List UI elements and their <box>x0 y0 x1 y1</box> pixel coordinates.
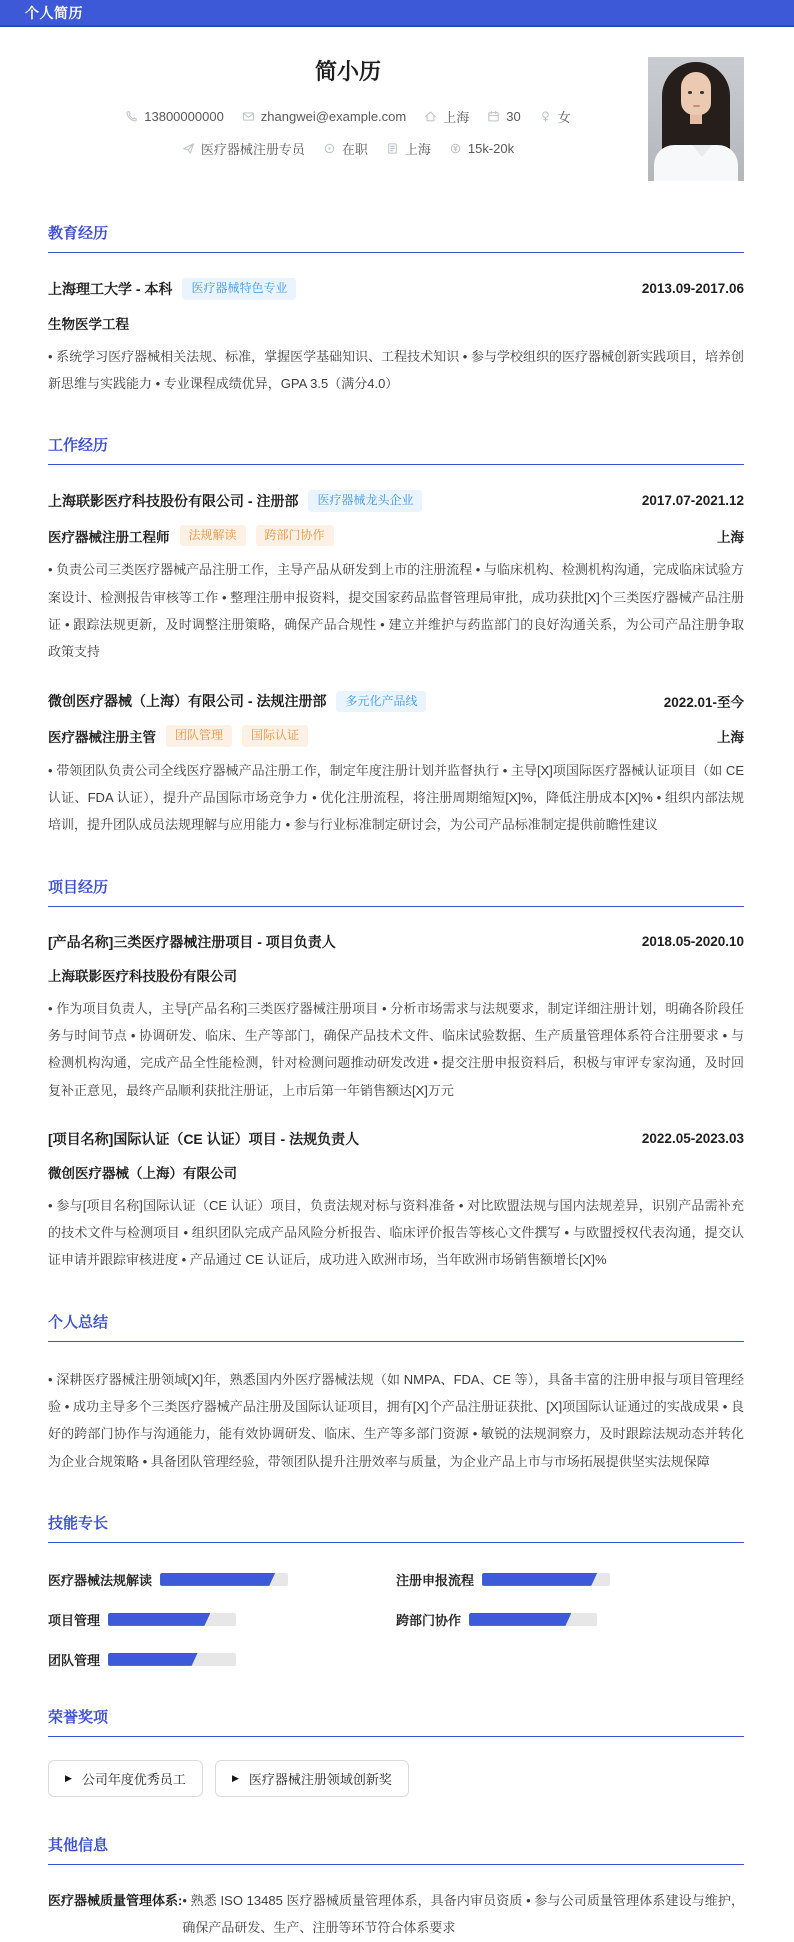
company-tag-badge: 医疗器械龙头企业 <box>308 490 422 512</box>
school-name: 上海理工大学 - 本科 <box>48 280 173 297</box>
other-info-text: • 熟悉 ISO 13485 医疗器械质量管理体系，具备内审员资质 • 参与公司质量管理体系建设与维护，确保产品研发、生产、注册等环节符合体系要求 <box>182 1892 744 1936</box>
salary-icon <box>449 142 462 155</box>
contact-job-title <box>182 139 305 158</box>
section-other <box>48 1834 744 1942</box>
skill-label: 注册申报流程 <box>396 1572 475 1588</box>
other-info-label: 医疗器械质量管理体系: <box>48 1892 183 1908</box>
profile-photo <box>648 57 744 181</box>
honor-chip <box>215 1760 409 1797</box>
contact-age <box>487 109 520 124</box>
role-tag-badge: 法规解读 <box>180 525 246 547</box>
other-info-row <box>48 1887 744 1942</box>
section-education <box>48 222 744 397</box>
status-icon <box>323 142 336 155</box>
skill-bar-fill <box>108 1653 198 1666</box>
honor-label: 公司年度优秀员工 <box>81 1771 186 1787</box>
work-date: 2022.01-至今 <box>663 695 744 711</box>
skill-bar-fill <box>469 1613 571 1626</box>
page-title: 个人简历 <box>25 4 83 21</box>
education-major: 生物医学工程 <box>48 316 129 332</box>
contact-row-1 <box>48 107 648 126</box>
top-bar <box>0 0 794 27</box>
education-tag-badge: 医疗器械特色专业 <box>182 278 296 300</box>
project-description: • 参与[项目名称]国际认证（CE 认证）项目，负责法规对标与资料准备 • 对比欧盟法规与国内法规差异，识别产品需补充的技术文件与检测项目 • 组织团队完成产品风险分析报告、临床评价报告等核心文件撰写 • 与欧盟授权代表沟通，提交认证申请并跟踪审核进度 • 产品通过 CE 认证后，成功进入欧洲市场，当年欧洲市场销售额增长[X]% <box>48 1197 744 1268</box>
project-name: [产品名称]三类医疗器械注册项目 - 项目负责人 <box>48 933 336 950</box>
role-tag-badge: 跨部门协作 <box>256 525 334 547</box>
section-summary <box>48 1311 744 1475</box>
contact-salary <box>449 141 514 156</box>
contact-salary-value: 15k-20k <box>467 141 515 156</box>
skill-row <box>396 1610 744 1629</box>
skill-bar-track <box>108 1613 236 1626</box>
honor-chip <box>48 1760 203 1797</box>
work-date: 2017.07-2021.12 <box>641 493 744 509</box>
education-description: • 系统学习医疗器械相关法规、标准，掌握医学基础知识、工程技术知识 • 参与学校组织的医疗器械创新实践项目，培养创新思维与实践能力 • 专业课程成绩优异，GPA 3.5（满分4.0） <box>48 348 744 391</box>
skill-bar-fill <box>160 1573 275 1586</box>
project-entry <box>48 932 744 1104</box>
contact-email-value: zhangwei@example.com <box>260 109 407 124</box>
contact-home-city-value: 上海 <box>443 110 470 125</box>
section-title-work: 工作经历 <box>48 434 744 465</box>
section-work <box>48 434 744 838</box>
skill-bar-fill <box>108 1613 210 1626</box>
city-document-icon <box>386 142 399 155</box>
header-info <box>48 55 648 158</box>
contact-age-value: 30 <box>506 109 521 124</box>
work-description: • 带领团队负责公司全线医疗器械产品注册工作，制定年度注册计划并监督执行 • 主导[X]项国际医疗器械认证项目（如 CE 认证、FDA 认证），提升产品国际市场竞争力 • 优化注册流程，将注册周期缩短[X]%，降低注册成本[X]% • 组织内部法规培训，提升团队成员法规理解与应用能力 • 参与行业标准制定研讨会，为公司产品标准制定提供前瞻性建议 <box>48 762 744 833</box>
section-projects <box>48 876 744 1274</box>
skill-bar-track <box>160 1573 288 1586</box>
skill-bar-track <box>108 1653 236 1666</box>
job-send-icon <box>182 142 195 155</box>
phone-icon <box>125 110 138 123</box>
job-role: 医疗器械注册工程师 <box>48 529 170 545</box>
company-name: 微创医疗器械（上海）有限公司 - 法规注册部 <box>48 693 327 710</box>
contact-home-city <box>424 107 469 126</box>
work-location: 上海 <box>717 529 744 545</box>
project-entry <box>48 1129 744 1274</box>
project-date: 2018.05-2020.10 <box>641 934 744 950</box>
contact-work-city <box>386 139 431 158</box>
contact-work-city-value: 上海 <box>404 142 431 157</box>
role-tag-badge: 国际认证 <box>242 725 308 747</box>
project-description: • 作为项目负责人，主导[产品名称]三类医疗器械注册项目 • 分析市场需求与法规要求，制定详细注册计划，明确各阶段任务与时间节点 • 协调研发、临床、生产等部门，确保产品技术文件、临床试验数据、生产质量管理体系符合注册要求 • 与检测机构沟通，完成产品全性能检测，针对检测问题推动研发改进 • 提交注册申报资料后，积极与审评专家沟通，及时回复补正意见，最终产品顺利获批注册证，上市后第一年销售额达[X]万元 <box>48 1000 744 1098</box>
contact-job-status <box>323 139 368 158</box>
honor-label: 医疗器械注册领域创新奖 <box>248 1771 392 1787</box>
resume-header <box>48 27 744 185</box>
contact-gender <box>539 107 571 126</box>
role-tag-badge: 团队管理 <box>166 725 232 747</box>
skill-label: 跨部门协作 <box>396 1612 462 1628</box>
contact-job-status-value: 在职 <box>341 142 368 157</box>
work-entry <box>48 490 744 665</box>
skills-grid <box>48 1570 744 1669</box>
section-honors <box>48 1706 744 1797</box>
education-entry <box>48 278 744 397</box>
project-date: 2022.05-2023.03 <box>641 1131 744 1147</box>
resume-body <box>0 27 794 1942</box>
company-tag-badge: 多元化产品线 <box>336 691 426 713</box>
section-title-education: 教育经历 <box>48 222 744 253</box>
section-title-skills: 技能专长 <box>48 1512 744 1543</box>
play-triangle-icon: ▶ <box>231 1772 239 1783</box>
gender-icon <box>539 110 552 123</box>
photo-collar <box>692 145 712 157</box>
education-date: 2013.09-2017.06 <box>641 281 744 297</box>
candidate-name: 简小历 <box>314 59 381 84</box>
skill-label: 项目管理 <box>48 1612 101 1628</box>
section-title-honors: 荣誉奖项 <box>48 1706 744 1737</box>
project-company: 上海联影医疗科技股份有限公司 <box>48 968 237 984</box>
honor-list <box>48 1760 744 1797</box>
work-entry <box>48 691 744 839</box>
project-name: [项目名称]国际认证（CE 认证）项目 - 法规负责人 <box>48 1130 360 1147</box>
skill-label: 团队管理 <box>48 1652 101 1668</box>
company-name: 上海联影医疗科技股份有限公司 - 注册部 <box>48 492 299 509</box>
section-title-summary: 个人总结 <box>48 1311 744 1342</box>
contact-phone-value: 13800000000 <box>144 109 224 124</box>
project-company: 微创医疗器械（上海）有限公司 <box>48 1165 237 1181</box>
photo-shirt <box>654 145 738 181</box>
email-icon <box>242 110 255 123</box>
work-description: • 负责公司三类医疗器械产品注册工作，主导产品从研发到上市的注册流程 • 与临床机构、检测机构沟通，完成临床试验方案设计、检测报告审核等工作 • 整理注册申报资料，提交国家药品监督管理局审批，成功获批[X]个三类医疗器械产品注册证 • 跟踪法规更新，及时调整注册策略，确保产品合规性 • 建立并维护与药监部门的良好沟通关系，为公司产品注册争取政策支持 <box>48 562 744 660</box>
play-triangle-icon: ▶ <box>65 1772 72 1783</box>
skill-row <box>48 1570 396 1589</box>
work-location: 上海 <box>717 729 744 745</box>
section-skills <box>48 1512 744 1669</box>
section-title-other: 其他信息 <box>48 1834 744 1865</box>
skill-row <box>48 1610 396 1629</box>
section-title-projects: 项目经历 <box>48 876 744 907</box>
contact-gender-value: 女 <box>557 110 571 125</box>
skill-label: 医疗器械法规解读 <box>48 1572 153 1588</box>
job-role: 医疗器械注册主管 <box>48 729 156 745</box>
skill-bar-track <box>482 1573 610 1586</box>
home-icon <box>424 110 437 123</box>
skill-row <box>48 1650 396 1669</box>
contact-email <box>242 109 406 124</box>
contact-job-title-value: 医疗器械注册专员 <box>200 142 305 157</box>
age-icon <box>487 110 500 123</box>
photo-face <box>681 72 711 115</box>
summary-text: • 深耕医疗器械注册领域[X]年，熟悉国内外医疗器械法规（如 NMPA、FDA、CE 等），具备丰富的注册申报与项目管理经验 • 成功主导多个三类医疗器械产品注册及国际认证项目，拥有[X]个产品注册证获批、[X]项国际认证通过的实战成果 • 良好的跨部门协作与沟通能力，能有效协调研发、临床、生产等多部门资源 • 敏锐的法规洞察力，及时跟踪法规动态并转化为企业合规策略 • 具备团队管理经验，带领团队提升注册效率与质量，为企业产品上市与市场拓展提供坚实法规保障 <box>48 1371 744 1469</box>
contact-row-2 <box>48 139 648 158</box>
skill-bar-track <box>469 1613 597 1626</box>
contact-phone <box>125 109 224 124</box>
skill-bar-fill <box>482 1573 597 1586</box>
skill-row <box>396 1570 744 1589</box>
